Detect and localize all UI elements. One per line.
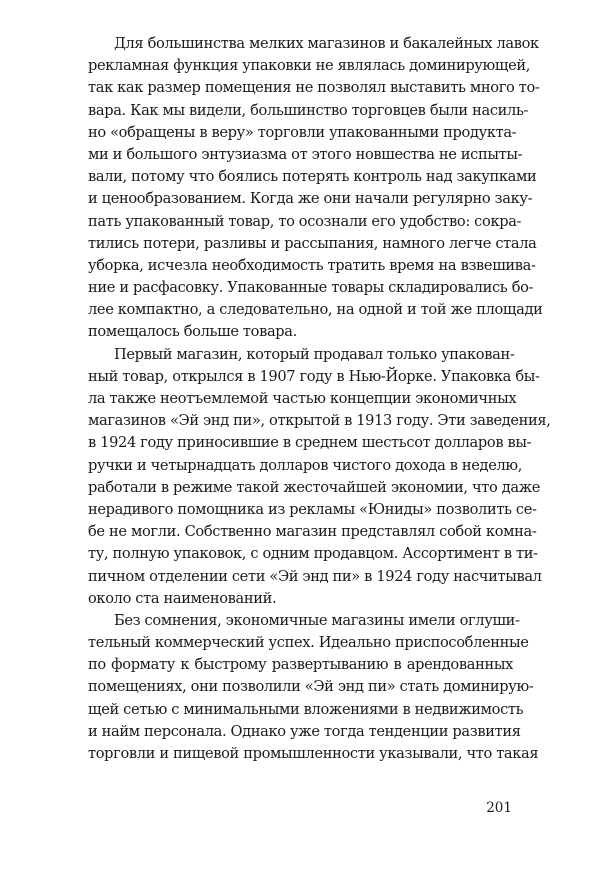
text-line: магазинов «Эй энд пи», открытой в 1913 году. Эти заведения, (88, 412, 551, 430)
text-line: уборка, исчезла необходимость тратить время на взвешива- (88, 256, 536, 274)
text-line: вали, потому что боялись потерять контроль над закупками (88, 168, 537, 186)
text-line: так как размер помещения не позволял выставить много то- (88, 79, 540, 97)
text-line: ручки и четырнадцать долларов чистого дохода в неделю, (88, 456, 523, 474)
text-line: ние и расфасовку. Упакованные товары складировались бо- (88, 279, 534, 297)
text-line: и найм персонала. Однако уже тогда тенденции развития (88, 722, 521, 740)
text-line: Для большинства мелких магазинов и бакалейных лавок (114, 35, 539, 52)
text-line: тельный коммерческий успех. Идеально приспособленные (88, 634, 529, 652)
text-line: по формату к быстрому развертыванию в арендованных (88, 656, 513, 674)
text-line: лее компактно, а следовательно, на одной и той же площади (88, 301, 543, 319)
paragraph (88, 344, 551, 610)
paragraph (88, 33, 543, 344)
text-line: рекламная функция упаковки не являлась доминирующей, (88, 57, 531, 75)
text-line: помещениях, они позволили «Эй энд пи» стать доминирую- (88, 678, 534, 696)
text-line: пичном отделении сети «Эй энд пи» в 1924 году насчитывал (88, 567, 542, 585)
text-line: Без сомнения, экономичные магазины имели оглуши- (114, 611, 520, 629)
text-line: но «обращены в веру» торговли упакованными продукта- (88, 123, 517, 141)
text-line: Первый магазин, который продавал только упакован- (114, 345, 515, 363)
text-line: около ста наименований. (88, 589, 277, 607)
text-line: вара. Как мы видели, большинство торговцев были насиль- (88, 101, 529, 119)
paragraph (88, 610, 539, 765)
text-line: торговли и пищевой промышленности указывали, что такая (88, 745, 539, 762)
text-line: в 1924 году приносившие в среднем шестьсот долларов вы- (88, 434, 532, 452)
text-line: ту, полную упаковок, с одним продавцом. Ассортимент в ти- (88, 545, 538, 563)
text-line: нерадивого помощника из рекламы «Юниды» позволить се- (88, 500, 537, 518)
text-line: щей сетью с минимальными вложениями в недвижимость (88, 700, 524, 718)
text-line: и ценообразованием. Когда же они начали регулярно заку- (88, 190, 533, 208)
text-line: ла также неотъемлемой частью концепции экономичных (88, 390, 517, 407)
text-line: пать упакованный товар, то осознали его удобство: сокра- (88, 212, 522, 230)
text-line: ный товар, открылся в 1907 году в Нью-Йорке. Упаковка бы- (88, 367, 540, 385)
text-line: помещалось больше товара. (88, 323, 297, 341)
page-number: 201 (486, 800, 512, 816)
text-line: бе не могли. Собственно магазин представлял собой комна- (88, 523, 537, 541)
text-line: ми и большого энтузиазма от этого новшества не испыты- (88, 145, 523, 163)
text-line: работали в режиме такой жесточайшей экономии, что даже (88, 478, 541, 496)
page-body (88, 33, 551, 765)
text-line: тились потери, разливы и рассыпания, намного легче стала (88, 234, 537, 252)
